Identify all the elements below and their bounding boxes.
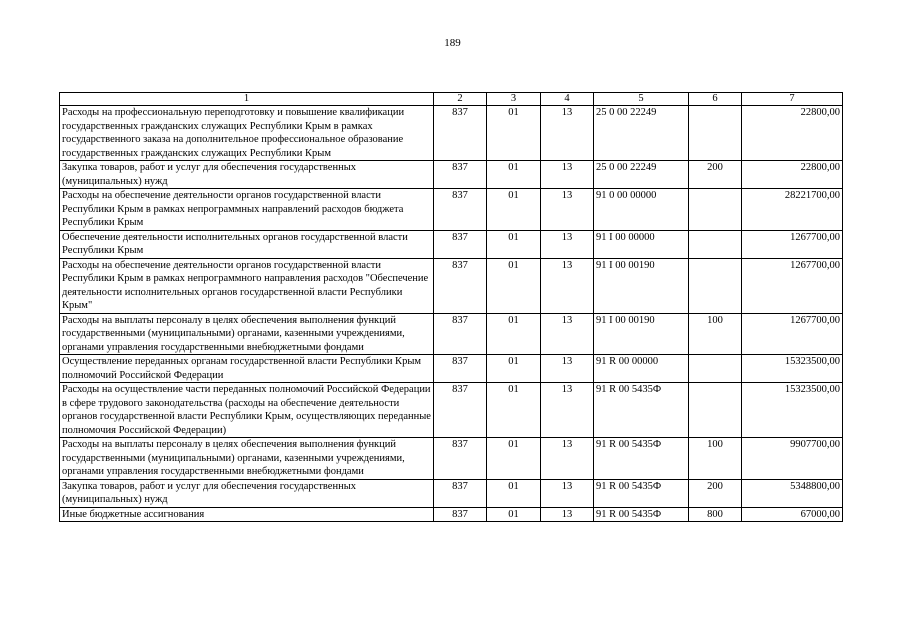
table-row xyxy=(60,355,843,383)
target-article-cell: 91 I 00 00000 xyxy=(594,230,689,258)
section-code-cell: 01 xyxy=(487,355,541,383)
section-code-cell: 01 xyxy=(487,313,541,355)
table-header xyxy=(60,93,843,106)
table-row xyxy=(60,161,843,189)
section-code-cell: 01 xyxy=(487,258,541,313)
section-code-cell: 01 xyxy=(487,106,541,161)
header-col-4: 4 xyxy=(541,93,594,106)
amount-cell: 28221700,00 xyxy=(742,189,843,231)
expense-type-cell: 100 xyxy=(689,313,742,355)
subsection-code-cell: 13 xyxy=(541,106,594,161)
section-code-cell: 01 xyxy=(487,479,541,507)
budget-table xyxy=(59,92,843,522)
expense-name-cell: Расходы на выплаты персоналу в целях обеспечения выполнения функций государственными (муниципальными) органами, казенными учреждениями, органами управления государственными внебюджетными фондами xyxy=(60,313,434,355)
header-col-7: 7 xyxy=(742,93,843,106)
amount-cell: 1267700,00 xyxy=(742,258,843,313)
subsection-code-cell: 13 xyxy=(541,479,594,507)
table-row xyxy=(60,507,843,522)
section-code-cell: 01 xyxy=(487,438,541,480)
expense-type-cell xyxy=(689,383,742,438)
subsection-code-cell: 13 xyxy=(541,313,594,355)
expense-name-cell: Расходы на осуществление части переданных полномочий Российской Федерации в сфере трудового законодательства (расходы на обеспечение деятельности органов государственной власти Республики Крым, осуществляющих переданные полномочия Российской Федерации) xyxy=(60,383,434,438)
table-row xyxy=(60,230,843,258)
header-col-1: 1 xyxy=(60,93,434,106)
section-code-cell: 01 xyxy=(487,161,541,189)
section-code-cell: 01 xyxy=(487,383,541,438)
expense-type-cell xyxy=(689,230,742,258)
expense-type-cell: 800 xyxy=(689,507,742,522)
ministry-code-cell: 837 xyxy=(434,161,487,189)
subsection-code-cell: 13 xyxy=(541,258,594,313)
ministry-code-cell: 837 xyxy=(434,106,487,161)
amount-cell: 22800,00 xyxy=(742,106,843,161)
table-row xyxy=(60,313,843,355)
amount-cell: 15323500,00 xyxy=(742,383,843,438)
target-article-cell: 91 0 00 00000 xyxy=(594,189,689,231)
expense-name-cell: Закупка товаров, работ и услуг для обеспечения государственных (муниципальных) нужд xyxy=(60,479,434,507)
amount-cell: 9907700,00 xyxy=(742,438,843,480)
table-row xyxy=(60,258,843,313)
ministry-code-cell: 837 xyxy=(434,258,487,313)
expense-type-cell: 200 xyxy=(689,479,742,507)
table-row xyxy=(60,106,843,161)
subsection-code-cell: 13 xyxy=(541,507,594,522)
section-code-cell: 01 xyxy=(487,507,541,522)
ministry-code-cell: 837 xyxy=(434,507,487,522)
expense-name-cell: Расходы на профессиональную переподготовку и повышение квалификации государственных гражданских служащих Республики Крым в рамках государственного заказа на дополнительное профессиональное образование государственных гражданских служащих Республики Крым xyxy=(60,106,434,161)
expense-name-cell: Закупка товаров, работ и услуг для обеспечения государственных (муниципальных) нужд xyxy=(60,161,434,189)
expense-name-cell: Иные бюджетные ассигнования xyxy=(60,507,434,522)
target-article-cell: 91 R 00 00000 xyxy=(594,355,689,383)
expense-type-cell xyxy=(689,258,742,313)
header-col-6: 6 xyxy=(689,93,742,106)
target-article-cell: 25 0 00 22249 xyxy=(594,106,689,161)
subsection-code-cell: 13 xyxy=(541,383,594,438)
target-article-cell: 25 0 00 22249 xyxy=(594,161,689,189)
ministry-code-cell: 837 xyxy=(434,313,487,355)
expense-type-cell xyxy=(689,355,742,383)
amount-cell: 1267700,00 xyxy=(742,313,843,355)
expense-type-cell xyxy=(689,189,742,231)
expense-type-cell: 100 xyxy=(689,438,742,480)
expense-type-cell: 200 xyxy=(689,161,742,189)
ministry-code-cell: 837 xyxy=(434,479,487,507)
amount-cell: 22800,00 xyxy=(742,161,843,189)
subsection-code-cell: 13 xyxy=(541,189,594,231)
target-article-cell: 91 I 00 00190 xyxy=(594,258,689,313)
amount-cell: 67000,00 xyxy=(742,507,843,522)
subsection-code-cell: 13 xyxy=(541,161,594,189)
table-row xyxy=(60,479,843,507)
ministry-code-cell: 837 xyxy=(434,355,487,383)
expense-name-cell: Расходы на обеспечение деятельности органов государственной власти Республики Крым в рамках непрограммных направлений расходов бюджета Республики Крым xyxy=(60,189,434,231)
expense-type-cell xyxy=(689,106,742,161)
amount-cell: 1267700,00 xyxy=(742,230,843,258)
expense-name-cell: Расходы на выплаты персоналу в целях обеспечения выполнения функций государственными (муниципальными) органами, казенными учреждениями, органами управления государственными внебюджетными фондами xyxy=(60,438,434,480)
page-number: 189 xyxy=(444,37,461,49)
ministry-code-cell: 837 xyxy=(434,438,487,480)
section-code-cell: 01 xyxy=(487,189,541,231)
table-row xyxy=(60,189,843,231)
expense-name-cell: Обеспечение деятельности исполнительных органов государственной власти Республики Крым xyxy=(60,230,434,258)
amount-cell: 5348800,00 xyxy=(742,479,843,507)
target-article-cell: 91 R 00 5435Ф xyxy=(594,438,689,480)
table-row xyxy=(60,383,843,438)
amount-cell: 15323500,00 xyxy=(742,355,843,383)
section-code-cell: 01 xyxy=(487,230,541,258)
subsection-code-cell: 13 xyxy=(541,230,594,258)
header-col-5: 5 xyxy=(594,93,689,106)
target-article-cell: 91 R 00 5435Ф xyxy=(594,383,689,438)
subsection-code-cell: 13 xyxy=(541,355,594,383)
header-col-3: 3 xyxy=(487,93,541,106)
header-col-2: 2 xyxy=(434,93,487,106)
ministry-code-cell: 837 xyxy=(434,189,487,231)
table-row xyxy=(60,438,843,480)
target-article-cell: 91 R 00 5435Ф xyxy=(594,507,689,522)
ministry-code-cell: 837 xyxy=(434,383,487,438)
header-row xyxy=(60,93,843,106)
expense-name-cell: Расходы на обеспечение деятельности органов государственной власти Республики Крым в рамках непрограммного направления расходов "Обеспечение деятельности исполнительных органов государственной власти Республики Крым" xyxy=(60,258,434,313)
table-body xyxy=(60,106,843,522)
expense-name-cell: Осуществление переданных органам государственной власти Республики Крым полномочий Российской Федерации xyxy=(60,355,434,383)
subsection-code-cell: 13 xyxy=(541,438,594,480)
ministry-code-cell: 837 xyxy=(434,230,487,258)
target-article-cell: 91 I 00 00190 xyxy=(594,313,689,355)
target-article-cell: 91 R 00 5435Ф xyxy=(594,479,689,507)
